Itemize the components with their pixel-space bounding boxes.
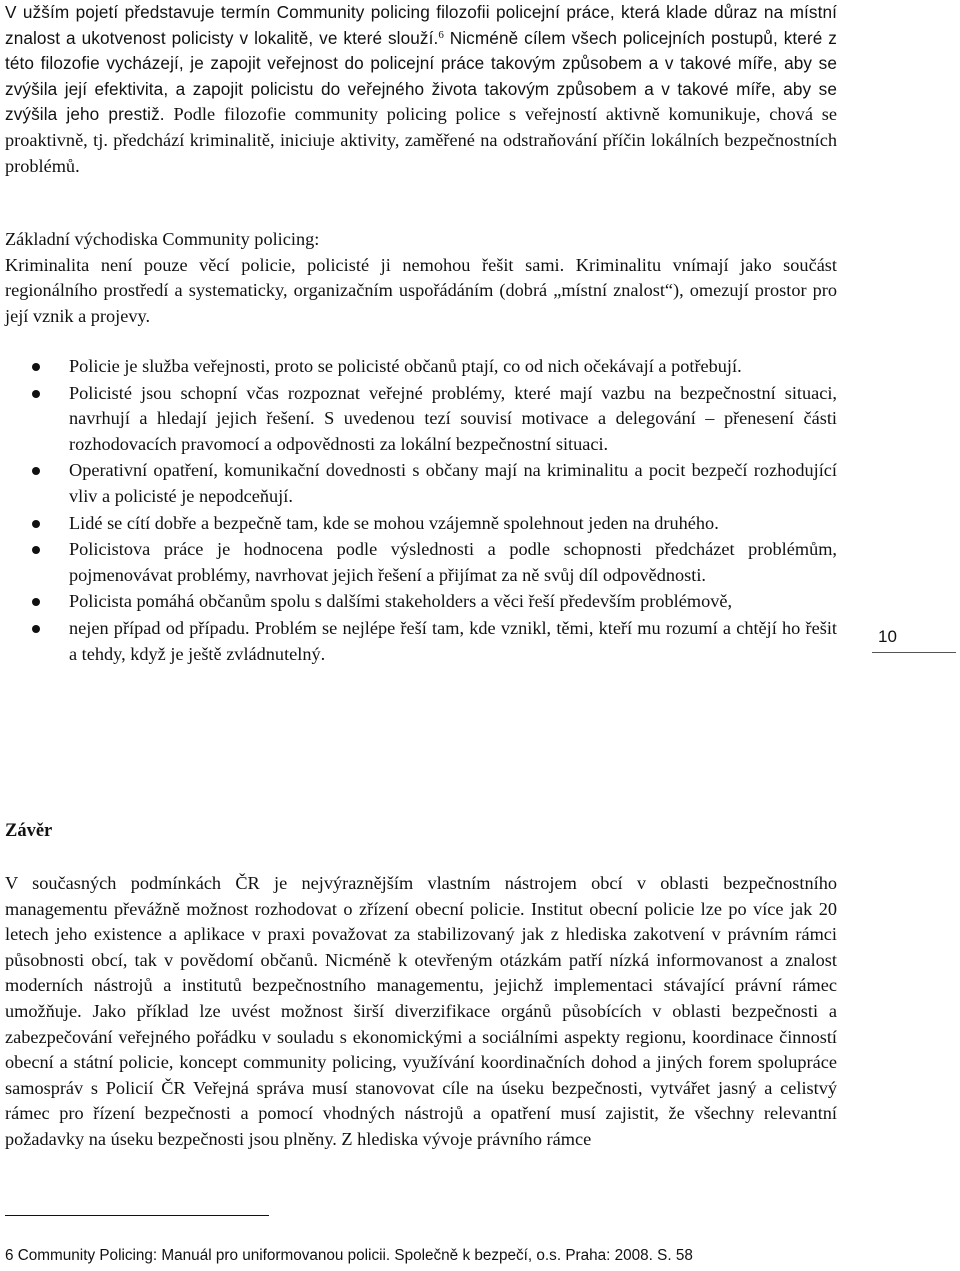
basics-section xyxy=(5,227,837,329)
list-item: Lidé se cítí dobře a bezpečně tam, kde se mohou vzájemně spolehnout jeden na druhého. xyxy=(5,511,837,537)
footnote: 6 Community Policing: Manuál pro uniformovanou policii. Společně k bezpečí, o.s. Praha: 2008. S. 58 xyxy=(5,1247,693,1264)
footnote-divider xyxy=(5,1215,269,1216)
page-number-divider xyxy=(872,652,956,653)
footnote-reference[interactable]: 6 xyxy=(438,28,444,41)
list-item: Policistova práce je hodnocena podle výslednosti a podle schopnosti předcházet problémům, pojmenovávat problémy, navrhovat jejich řešení a přijímat za ně svůj díl odpovědnosti. xyxy=(5,537,837,588)
basics-title: Základní východiska Community policing: xyxy=(5,229,320,249)
list-item: Operativní opatření, komunikační dovednosti s občany mají na kriminalitu a pocit bezpečí rozhodující vliv a policisté je nepodceňují. xyxy=(5,458,837,509)
list-item: Policie je služba veřejnosti, proto se policisté občanů ptají, co od nich očekávají a potřebují. xyxy=(5,354,837,380)
intro-text-c: Podle filozofie community policing police s veřejností aktivně komunikuje, chová se proaktivně, tj. předchází kriminalitě, iniciuje aktivity, zaměřené na odstraňování příčin lokálních bezpečnostních problémů. xyxy=(5,104,837,176)
page-number: 10 xyxy=(878,627,897,646)
list-item: Policista pomáhá občanům spolu s dalšími stakeholders a věci řeší především problémově, xyxy=(5,589,837,615)
intro-text-b: Nicméně cílem všech policejních postupů, které z této filozofie vycházejí, je zapojit veřejnost do policejní práce takovým způsobem a v takové míře, aby se zvýšila její efektivita, a zapojit policistu do veřejného života takovým způsobem a v takové míře, aby se zvýšila jeho prestiž. xyxy=(5,27,837,125)
intro-paragraph xyxy=(5,0,837,179)
principles-list xyxy=(5,354,837,667)
list-item: nejen případ od případu. Problém se nejlépe řeší tam, kde vznikl, těmi, kteří mu rozumí a chtějí ho řešit a tehdy, když je ještě zvládnutelný. xyxy=(5,616,837,667)
basics-text: Kriminalita není pouze věcí policie, policisté ji nemohou řešit sami. Kriminalitu vnímají jako součást regionálního prostředí a systematicky, organizačním uspořádáním (dobrá „místní znalost“), omezují prostor pro její vznik a projevy. xyxy=(5,254,837,326)
intro-text-a: V užším pojetí představuje termín Community policing filozofii policejní práce, která klade důraz na místní znalost a ukotvenost policisty v lokalitě, ve které slouží. xyxy=(5,2,837,48)
list-item: Policisté jsou schopní včas rozpoznat veřejné problémy, které mají vazbu na bezpečnostní situaci, navrhují a hledají jejich řešení. S uvedenou tezí souvisí motivace a delegování – přenesení části rozhodovacích pravomocí a odpovědnosti za lokální bezpečnostní situaci. xyxy=(5,381,837,458)
conclusion-text: V současných podmínkách ČR je nejvýraznějším vlastním nástrojem obcí v oblasti bezpečnostního managementu převážně možnost rozhodovat o zřízení obecní policie. Institut obecní policie lze po více jak 20 letech jeho existence a aplikace v praxi považovat za stabilizovaný jak z hlediska zakotvení v právním rámci působnosti obcí, tak v povědomí občanů. Nicméně k otevřeným otázkám patří nízká informovanost a znalost moderních nástrojů a institutů bezpečnostního managementu, jejichž implementaci stávající právní rámec umožňuje. Jako příklad lze uvést možnost širší diverzifikace orgánů působících v oblasti bezpečnosti a zabezpečování veřejného pořádku v souladu s ekonomickými a sociálními aspekty regionu, koordinace činností obecní a státní policie, koncept community policing, využívání koordinačních dohod a jiných forem spolupráce samospráv s Policií ČR Veřejná správa musí stanovovat cíle na úseku bezpečnosti, vytvářet jasný a celistvý rámec pro řízení bezpečnosti a pomocí vhodných nástrojů a opatření musí zajistit, že všechny relevantní požadavky na úseku bezpečnosti jsou plněny. Z hlediska vývoje právního rámce xyxy=(5,873,837,1149)
conclusion-heading: Závěr xyxy=(5,821,53,841)
